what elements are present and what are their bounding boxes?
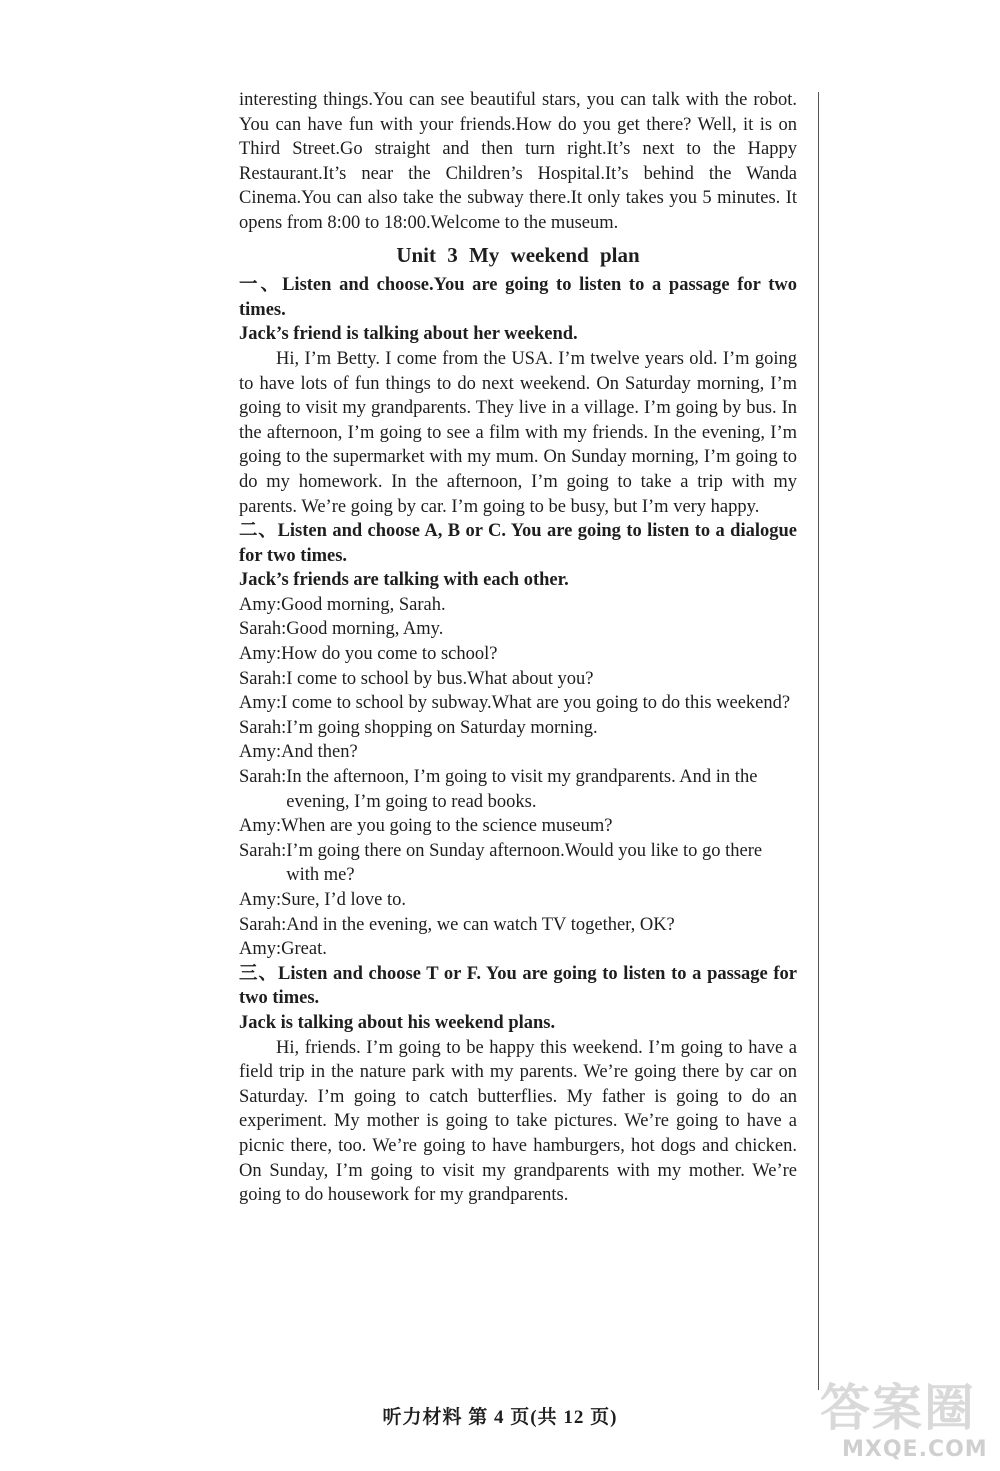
dialogue-line bbox=[239, 839, 797, 888]
unit-title: Unit 3 My weekend plan bbox=[396, 242, 640, 267]
dialogue-line bbox=[239, 593, 797, 618]
dialogue-line bbox=[239, 913, 797, 938]
dialogue-speaker: Sarah: bbox=[239, 717, 287, 738]
dialogue-text: Good morning, Sarah. bbox=[281, 594, 446, 615]
dialogue-speaker: Sarah: bbox=[239, 840, 287, 861]
dialogue-speaker: Sarah: bbox=[239, 767, 287, 788]
dialogue-line bbox=[239, 814, 797, 839]
dialogue-text: I’m going there on Sunday afternoon.Would you like to go there with me? bbox=[286, 840, 763, 886]
page-content bbox=[239, 88, 797, 1208]
dialogue-line bbox=[239, 667, 797, 692]
dialogue-text: In the afternoon, I’m going to visit my grandparents. And in the evening, I’m going to read books. bbox=[286, 767, 758, 812]
dialogue-text: And in the evening, we can watch TV together, OK? bbox=[286, 914, 675, 935]
section1-instruction: 一、Listen and choose.You are going to listen to a passage for two times. bbox=[239, 275, 797, 320]
dialogue-speaker: Amy: bbox=[239, 816, 282, 837]
dialogue-line bbox=[239, 937, 797, 962]
dialogue-line bbox=[239, 765, 797, 814]
column-divider bbox=[818, 92, 819, 1390]
section3-instruction: 三、Listen and choose T or F. You are going to listen to a passage for two times. bbox=[239, 963, 797, 1009]
dialogue-text: How do you come to school? bbox=[281, 644, 498, 665]
dialogue-speaker: Amy: bbox=[239, 644, 282, 665]
dialogue-speaker: Sarah: bbox=[239, 619, 287, 640]
dialogue-text: When are you going to the science museum? bbox=[281, 816, 613, 837]
dialogue-text: Sure, I’d love to. bbox=[281, 890, 406, 910]
dialogue-speaker: Amy: bbox=[239, 594, 282, 615]
dialogue-text: I’m going shopping on Saturday morning. bbox=[286, 717, 598, 738]
watermark-logo: 答案圈 bbox=[820, 1379, 976, 1437]
section1-context: Jack’s friend is talking about her weekend. bbox=[239, 324, 578, 345]
dialogue-text: Great. bbox=[281, 939, 327, 960]
dialogue-speaker: Amy: bbox=[239, 939, 282, 960]
section3-passage: Hi, friends. I’m going to be happy this weekend. I’m going to have a field trip in the nature park with my parents. We’re going there by car on Saturday. I’m going to catch butterflies. My father is going to do an experiment. My mother is going to take pictures. We’re going to have a picnic there, too. We’re going to have hamburgers, hot dogs and chicken. On Sunday, I’m going to visit my grandparents with my mother. We’re going to do housework for my grandparents. bbox=[239, 1037, 797, 1206]
dialogue-line bbox=[239, 691, 797, 716]
dialogue-text: I come to school by bus.What about you? bbox=[286, 668, 594, 689]
dialogue-speaker: Sarah: bbox=[239, 668, 287, 689]
section2-dialogue bbox=[239, 593, 797, 962]
section2-context: Jack’s friends are talking with each other. bbox=[239, 570, 569, 591]
dialogue-line bbox=[239, 642, 797, 667]
watermark-url: MXQE.COM bbox=[842, 1437, 988, 1462]
dialogue-speaker: Sarah: bbox=[239, 914, 287, 935]
dialogue-text: Good morning, Amy. bbox=[286, 619, 444, 640]
dialogue-speaker: Amy: bbox=[239, 742, 282, 763]
dialogue-speaker: Amy: bbox=[239, 693, 282, 714]
section3-context: Jack is talking about his weekend plans. bbox=[239, 1012, 556, 1033]
dialogue-text: And then? bbox=[281, 742, 358, 763]
dialogue-text: I come to school by subway.What are you going to do this weekend? bbox=[281, 693, 791, 714]
dialogue-speaker: Amy: bbox=[239, 890, 282, 910]
section1-passage: Hi, I’m Betty. I come from the USA. I’m twelve years old. I’m going to have lots of fun things to do next weekend. On Saturday morning, I’m going to visit my grandparents. They live in a village. I’m going by bus. In the afternoon, I’m going to see a film with my friends. In the evening, I’m going to the supermarket with my mum. On Sunday morning, I’m going to do my homework. In the afternoon, I’m going to take a trip with my parents. We’re going by car. I’m going to be busy, but I’m very happy. bbox=[239, 348, 797, 517]
dialogue-line bbox=[239, 888, 797, 913]
dialogue-line bbox=[239, 617, 797, 642]
intro-paragraph: interesting things.You can see beautiful stars, you can talk with the robot. You can have fun with your friends.How do you get there? Well, it is on Third Street.Go straight and then turn right.It’s next to the Happy Restaurant.It’s near the Children’s Hospital.It’s behind the Wanda Cinema.You can also take the subway there.It only takes you 5 minutes. It opens from 8:00 to 18:00.Welcome to the museum. bbox=[239, 90, 797, 233]
page-footer: 听力材料 第 4 页(共 12 页) bbox=[382, 1407, 618, 1428]
dialogue-line bbox=[239, 740, 797, 765]
dialogue-line bbox=[239, 716, 797, 741]
section2-instruction: 二、Listen and choose A, B or C. You are going to listen to a dialogue for two times. bbox=[239, 521, 797, 566]
